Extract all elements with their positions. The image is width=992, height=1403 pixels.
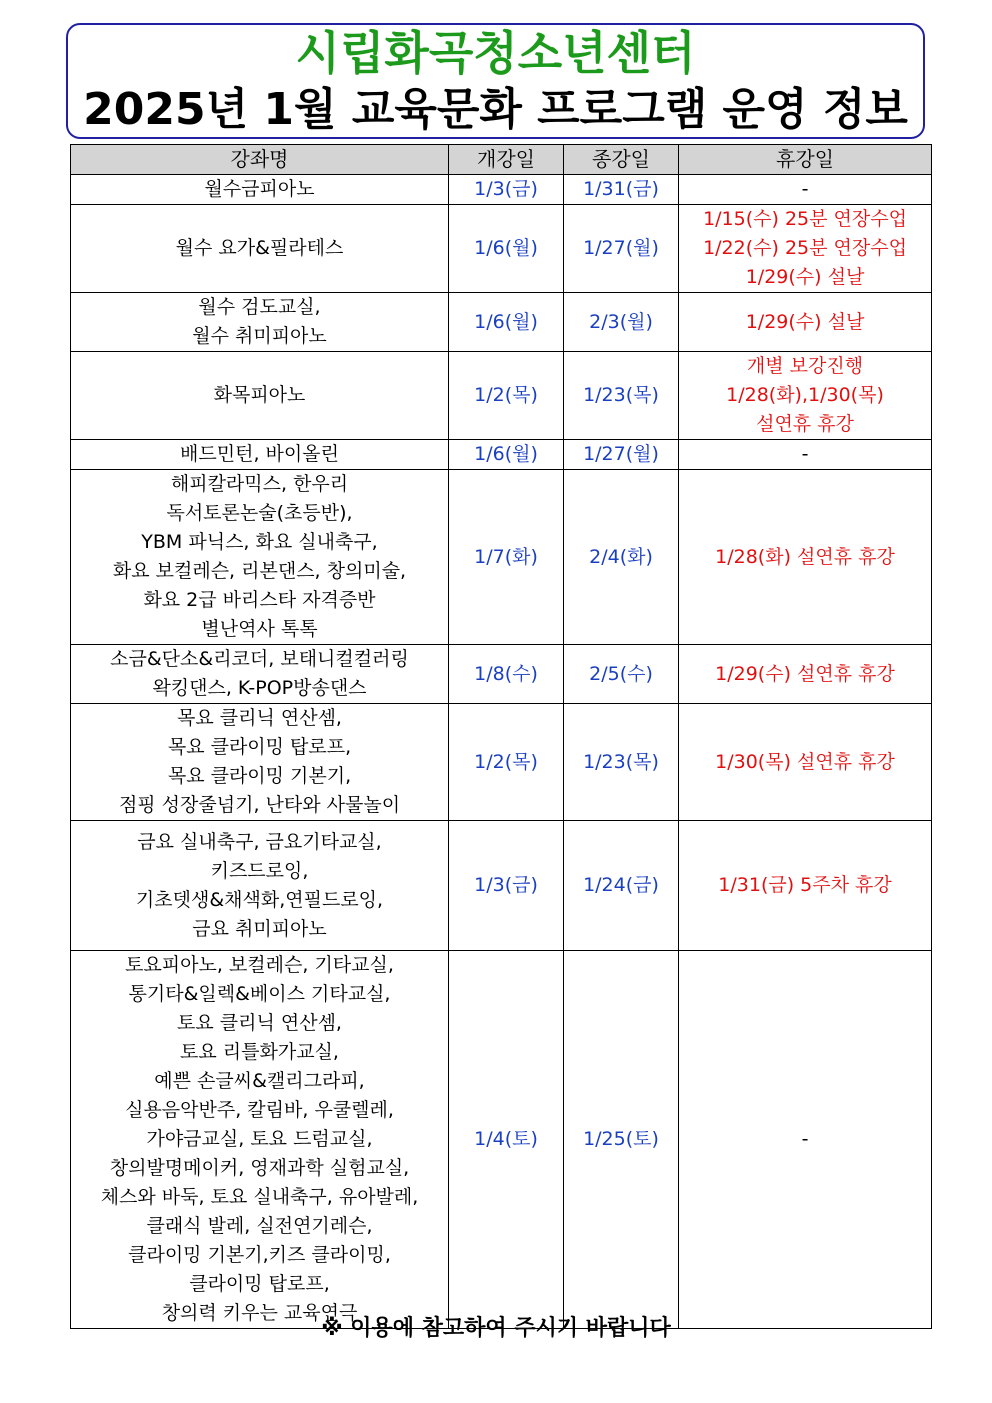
off-days-cell	[679, 821, 932, 951]
course-name: YBM 파닉스, 화요 실내축구,	[141, 531, 378, 553]
off-day: 1/29(수) 설날	[745, 310, 865, 333]
table-row	[71, 951, 932, 1329]
off-days-cell	[679, 175, 932, 205]
start-date: 1/6(월)	[449, 293, 564, 352]
off-day: -	[801, 1128, 809, 1150]
off-days-cell	[679, 293, 932, 352]
column-header-end: 종강일	[564, 145, 679, 175]
course-name: 배드민턴, 바이올린	[180, 443, 339, 465]
off-days-cell	[679, 951, 932, 1329]
start-date: 1/4(토)	[449, 951, 564, 1329]
program-table	[70, 144, 932, 1329]
course-name: 창의력 키우는 교육연극	[161, 1302, 358, 1324]
course-cell	[71, 205, 449, 293]
course-name: 토요 클리닉 연산셈,	[177, 1012, 342, 1034]
table-row	[71, 704, 932, 821]
course-name: 클라이밍 기본기,키즈 클라이밍,	[128, 1244, 391, 1266]
off-day: -	[801, 443, 809, 465]
center-name: 시립화곡청소년센터	[295, 26, 696, 80]
off-day: 1/31(금) 5주차 휴강	[718, 874, 892, 896]
off-day: 1/30(목) 설연휴 휴강	[715, 750, 895, 773]
course-name: 별난역사 톡톡	[201, 618, 318, 640]
course-cell	[71, 470, 449, 645]
course-name: 가야금교실, 토요 드럼교실,	[146, 1128, 373, 1150]
off-day: 1/29(수) 설날	[745, 266, 865, 288]
off-day: -	[801, 178, 809, 200]
end-date: 2/4(화)	[564, 470, 679, 645]
course-cell	[71, 352, 449, 440]
course-cell	[71, 440, 449, 470]
off-days-cell	[679, 704, 932, 821]
start-date: 1/3(금)	[449, 821, 564, 951]
table-body	[71, 175, 932, 1329]
table-row	[71, 205, 932, 293]
table-row	[71, 470, 932, 645]
course-name: 독서토론논술(초등반),	[166, 502, 353, 524]
start-date: 1/8(수)	[449, 645, 564, 704]
course-name: 목요 클라이밍 기본기,	[167, 765, 352, 787]
off-day: 1/15(수) 25분 연장수업	[703, 208, 907, 230]
end-date: 1/24(금)	[564, 821, 679, 951]
course-name: 토요 리틀화가교실,	[180, 1041, 339, 1063]
course-cell	[71, 821, 449, 951]
course-cell	[71, 175, 449, 205]
course-name: 왁킹댄스, K-POP방송댄스	[152, 677, 367, 699]
course-name: 화요 2급 바리스타 자격증반	[143, 589, 376, 611]
course-name: 점핑 성장줄넘기, 난타와 사물놀이	[118, 794, 401, 816]
course-cell	[71, 704, 449, 821]
column-header-start: 개강일	[449, 145, 564, 175]
course-name: 금요 취미피아노	[192, 917, 327, 940]
off-day: 개별 보강진행	[746, 355, 864, 377]
course-name: 토요피아노, 보컬레슨, 기타교실,	[125, 954, 394, 976]
end-date: 2/5(수)	[564, 645, 679, 704]
course-name: 기초뎃생&채색화,연필드로잉,	[135, 888, 384, 911]
course-name: 예쁜 손글씨&캘리그라피,	[154, 1070, 365, 1092]
course-name: 월수 검도교실,	[198, 296, 321, 318]
course-name: 화목피아노	[213, 384, 306, 406]
off-day: 1/28(화) 설연휴 휴강	[715, 545, 895, 568]
start-date: 1/2(목)	[449, 704, 564, 821]
off-days-cell	[679, 645, 932, 704]
start-date: 1/7(화)	[449, 470, 564, 645]
end-date: 2/3(월)	[564, 293, 679, 352]
course-name: 화요 보컬레슨, 리본댄스, 창의미술,	[112, 560, 407, 582]
end-date: 1/23(목)	[564, 352, 679, 440]
course-name: 월수 취미피아노	[192, 325, 327, 347]
off-days-cell	[679, 470, 932, 645]
start-date: 1/3(금)	[449, 175, 564, 205]
table-row	[71, 175, 932, 205]
end-date: 1/27(월)	[564, 440, 679, 470]
off-day: 설연휴 휴강	[756, 413, 854, 435]
page-title: 2025년 1월 교육문화 프로그램 운영 정보	[83, 84, 908, 135]
course-name: 체스와 바둑, 토요 실내축구, 유아발레,	[100, 1186, 419, 1208]
course-name: 해피칼라믹스, 한우리	[170, 473, 349, 495]
end-date: 1/31(금)	[564, 175, 679, 205]
table-row	[71, 293, 932, 352]
course-name: 월수금피아노	[204, 178, 315, 200]
course-cell	[71, 951, 449, 1329]
column-header-course: 강좌명	[71, 145, 449, 175]
course-name: 클래식 발레, 실전연기레슨,	[146, 1215, 373, 1237]
course-name: 목요 클라이밍 탑로프,	[167, 736, 352, 758]
course-cell	[71, 293, 449, 352]
off-days-cell	[679, 205, 932, 293]
course-name: 창의발명메이커, 영재과학 실험교실,	[109, 1157, 410, 1179]
column-header-off: 휴강일	[679, 145, 932, 175]
end-date: 1/25(토)	[564, 951, 679, 1329]
end-date: 1/27(월)	[564, 205, 679, 293]
table-row	[71, 352, 932, 440]
course-name: 월수 요가&필라테스	[175, 237, 344, 259]
start-date: 1/6(월)	[449, 205, 564, 293]
off-days-cell	[679, 440, 932, 470]
table-row	[71, 440, 932, 470]
table-row	[71, 821, 932, 951]
off-days-cell	[679, 352, 932, 440]
course-name: 클라이밍 탑로프,	[189, 1273, 330, 1295]
course-name: 목요 클리닉 연산셈,	[177, 707, 342, 729]
start-date: 1/2(목)	[449, 352, 564, 440]
table-header-row	[71, 145, 932, 175]
footnote: ※ 이용에 참고하여 주시기 바랍니다	[321, 1316, 671, 1341]
title-box	[66, 23, 925, 139]
course-cell	[71, 645, 449, 704]
course-name: 실용음악반주, 칼림바, 우쿨렐레,	[125, 1099, 394, 1121]
course-name: 키즈드로잉,	[210, 859, 309, 882]
course-name: 통기타&일렉&베이스 기타교실,	[128, 983, 391, 1005]
off-day: 1/28(화),1/30(목)	[726, 384, 884, 406]
end-date: 1/23(목)	[564, 704, 679, 821]
off-day: 1/29(수) 설연휴 휴강	[715, 662, 895, 685]
off-day: 1/22(수) 25분 연장수업	[703, 237, 907, 259]
course-name: 금요 실내축구, 금요기타교실,	[137, 830, 382, 853]
table-row	[71, 645, 932, 704]
start-date: 1/6(월)	[449, 440, 564, 470]
course-name: 소금&단소&리코더, 보태니컬컬러링	[110, 648, 409, 670]
